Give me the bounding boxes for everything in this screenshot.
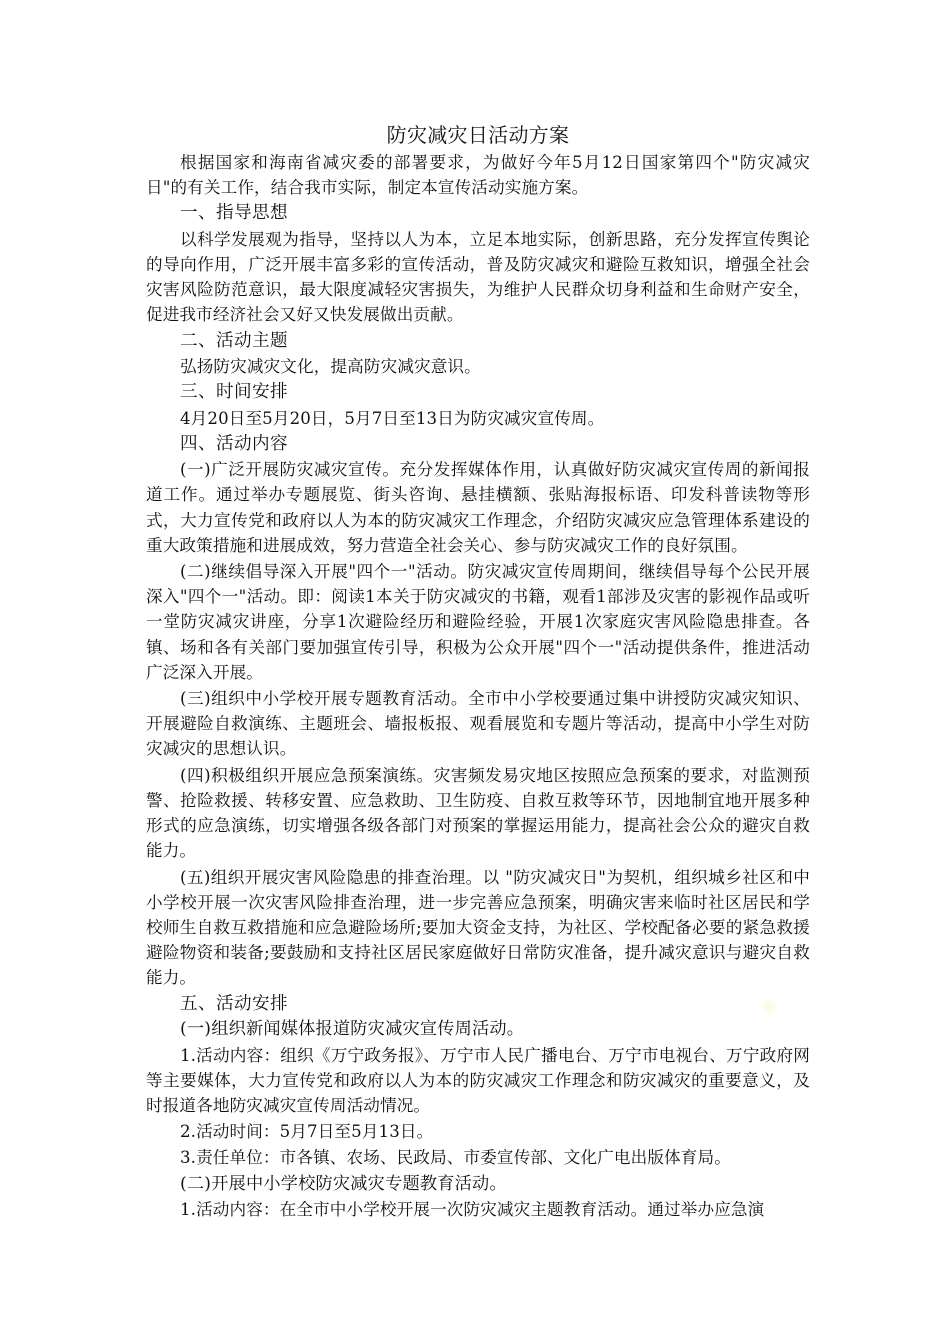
- paragraph-content-5: (五)组织开展灾害风险隐患的排查治理。以 "防灾减灾日"为契机，组织城乡社区和中小学校开展一次灾害风险排查治理，进一步完善应急预案，明确灾害来临时社区居民和学校师生自救互救措施和应急避险场所;要加大资金支持，为社区、学校配备必要的紧急救援避险物资和装备;要鼓励和支持社区居民家庭做好日常防灾准备，提升减灾意识与避灾自救能力。: [146, 867, 810, 988]
- paragraph-media-responsible: 3.责任单位：市各镇、农场、民政局、市委宣传部、文化广电出版体育局。: [180, 1148, 731, 1168]
- scan-smudge: [762, 996, 776, 1018]
- subheading-school-education: (二)开展中小学校防灾减灾专题教育活动。: [180, 1173, 507, 1194]
- paragraph-school-content: 1.活动内容：在全市中小学校开展一次防灾减灾主题教育活动。通过举办应急演: [180, 1200, 765, 1220]
- paragraph-guiding-ideology: 以科学发展观为指导，坚持以人为本，立足本地实际，创新思路，充分发挥宣传舆论的导向作用，广泛开展丰富多彩的宣传活动，普及防灾减灾和避险互救知识，增强全社会灾害风险防范意识，最大限度减轻灾害损失，为维护人民群众切身利益和生命财产安全，促进我市经济社会又好又快发展做出贡献。: [146, 229, 810, 325]
- document-title: 防灾减灾日活动方案: [386, 123, 570, 147]
- paragraph-content-1: (一)广泛开展防灾减灾宣传。充分发挥媒体作用，认真做好防灾减灾宣传周的新闻报道工作。通过举办专题展览、街头咨询、悬挂横额、张贴海报标语、印发科普读物等形式，大力宣传党和政府以人为本的防灾减灾工作理念，介绍防灾减灾应急管理体系建设的重大政策措施和进展成效，努力营造全社会关心、参与防灾减灾工作的良好氛围。: [146, 460, 810, 555]
- paragraph-schedule: 4月20日至5月20日，5月7日至13日为防灾减灾宣传周。: [180, 408, 605, 428]
- paragraph-content-4: (四)积极组织开展应急预案演练。灾害频发易灾地区按照应急预案的要求，对监测预警、抢险救援、转移安置、应急救助、卫生防疫、自救互救等环节，因地制宜地开展多种形式的应急演练，切实增强各级各部门对预案的掌握运用能力，提高社会公众的避灾自救能力。: [146, 765, 810, 861]
- paragraph-content-3: (三)组织中小学校开展专题教育活动。全市中小学校要通过集中讲授防灾减灾知识、开展避险自救演练、主题班会、墙报板报、观看展览和专题片等活动，提高中小学生对防灾减灾的思想认识。: [146, 689, 810, 759]
- paragraph-intro: 根据国家和海南省减灾委的部署要求，为做好今年5月12日国家第四个"防灾减灾日"的有关工作，结合我市实际，制定本宣传活动实施方案。: [146, 153, 810, 198]
- paragraph-media-time: 2.活动时间：5月7日至5月13日。: [180, 1122, 434, 1142]
- heading-activity-content: 四、活动内容: [180, 433, 288, 454]
- heading-activity-theme: 二、活动主题: [180, 330, 288, 351]
- heading-guiding-ideology: 一、指导思想: [180, 203, 288, 224]
- subheading-media-reporting: (一)组织新闻媒体报道防灾减灾宣传周活动。: [180, 1018, 525, 1039]
- paragraph-content-2: (二)继续倡导深入开展"四个一"活动。防灾减灾宣传周期间，继续倡导每个公民开展深入"四个一"活动。即：阅读1本关于防灾减灾的书籍，观看1部涉及灾害的影视作品或听一堂防灾减灾讲座，分享1次避险经历和避险经验，开展1次家庭灾害风险隐患排查。各镇、场和各有关部门要加强宣传引导，积极为公众开展"四个一"活动提供条件，推进活动广泛深入开展。: [146, 562, 810, 682]
- paragraph-media-content: 1.活动内容：组织《万宁政务报》、万宁市人民广播电台、万宁市电视台、万宁政府网等主要媒体，大力宣传党和政府以人为本的防灾减灾工作理念和防灾减灾的重要意义，及时报道各地防灾减灾宣传周活动情况。: [146, 1045, 810, 1115]
- document-body: [146, 121, 810, 1222]
- heading-schedule: 三、时间安排: [180, 382, 288, 403]
- paragraph-activity-theme: 弘扬防灾减灾文化，提高防灾减灾意识。: [180, 357, 481, 377]
- heading-arrangements: 五、活动安排: [180, 993, 288, 1014]
